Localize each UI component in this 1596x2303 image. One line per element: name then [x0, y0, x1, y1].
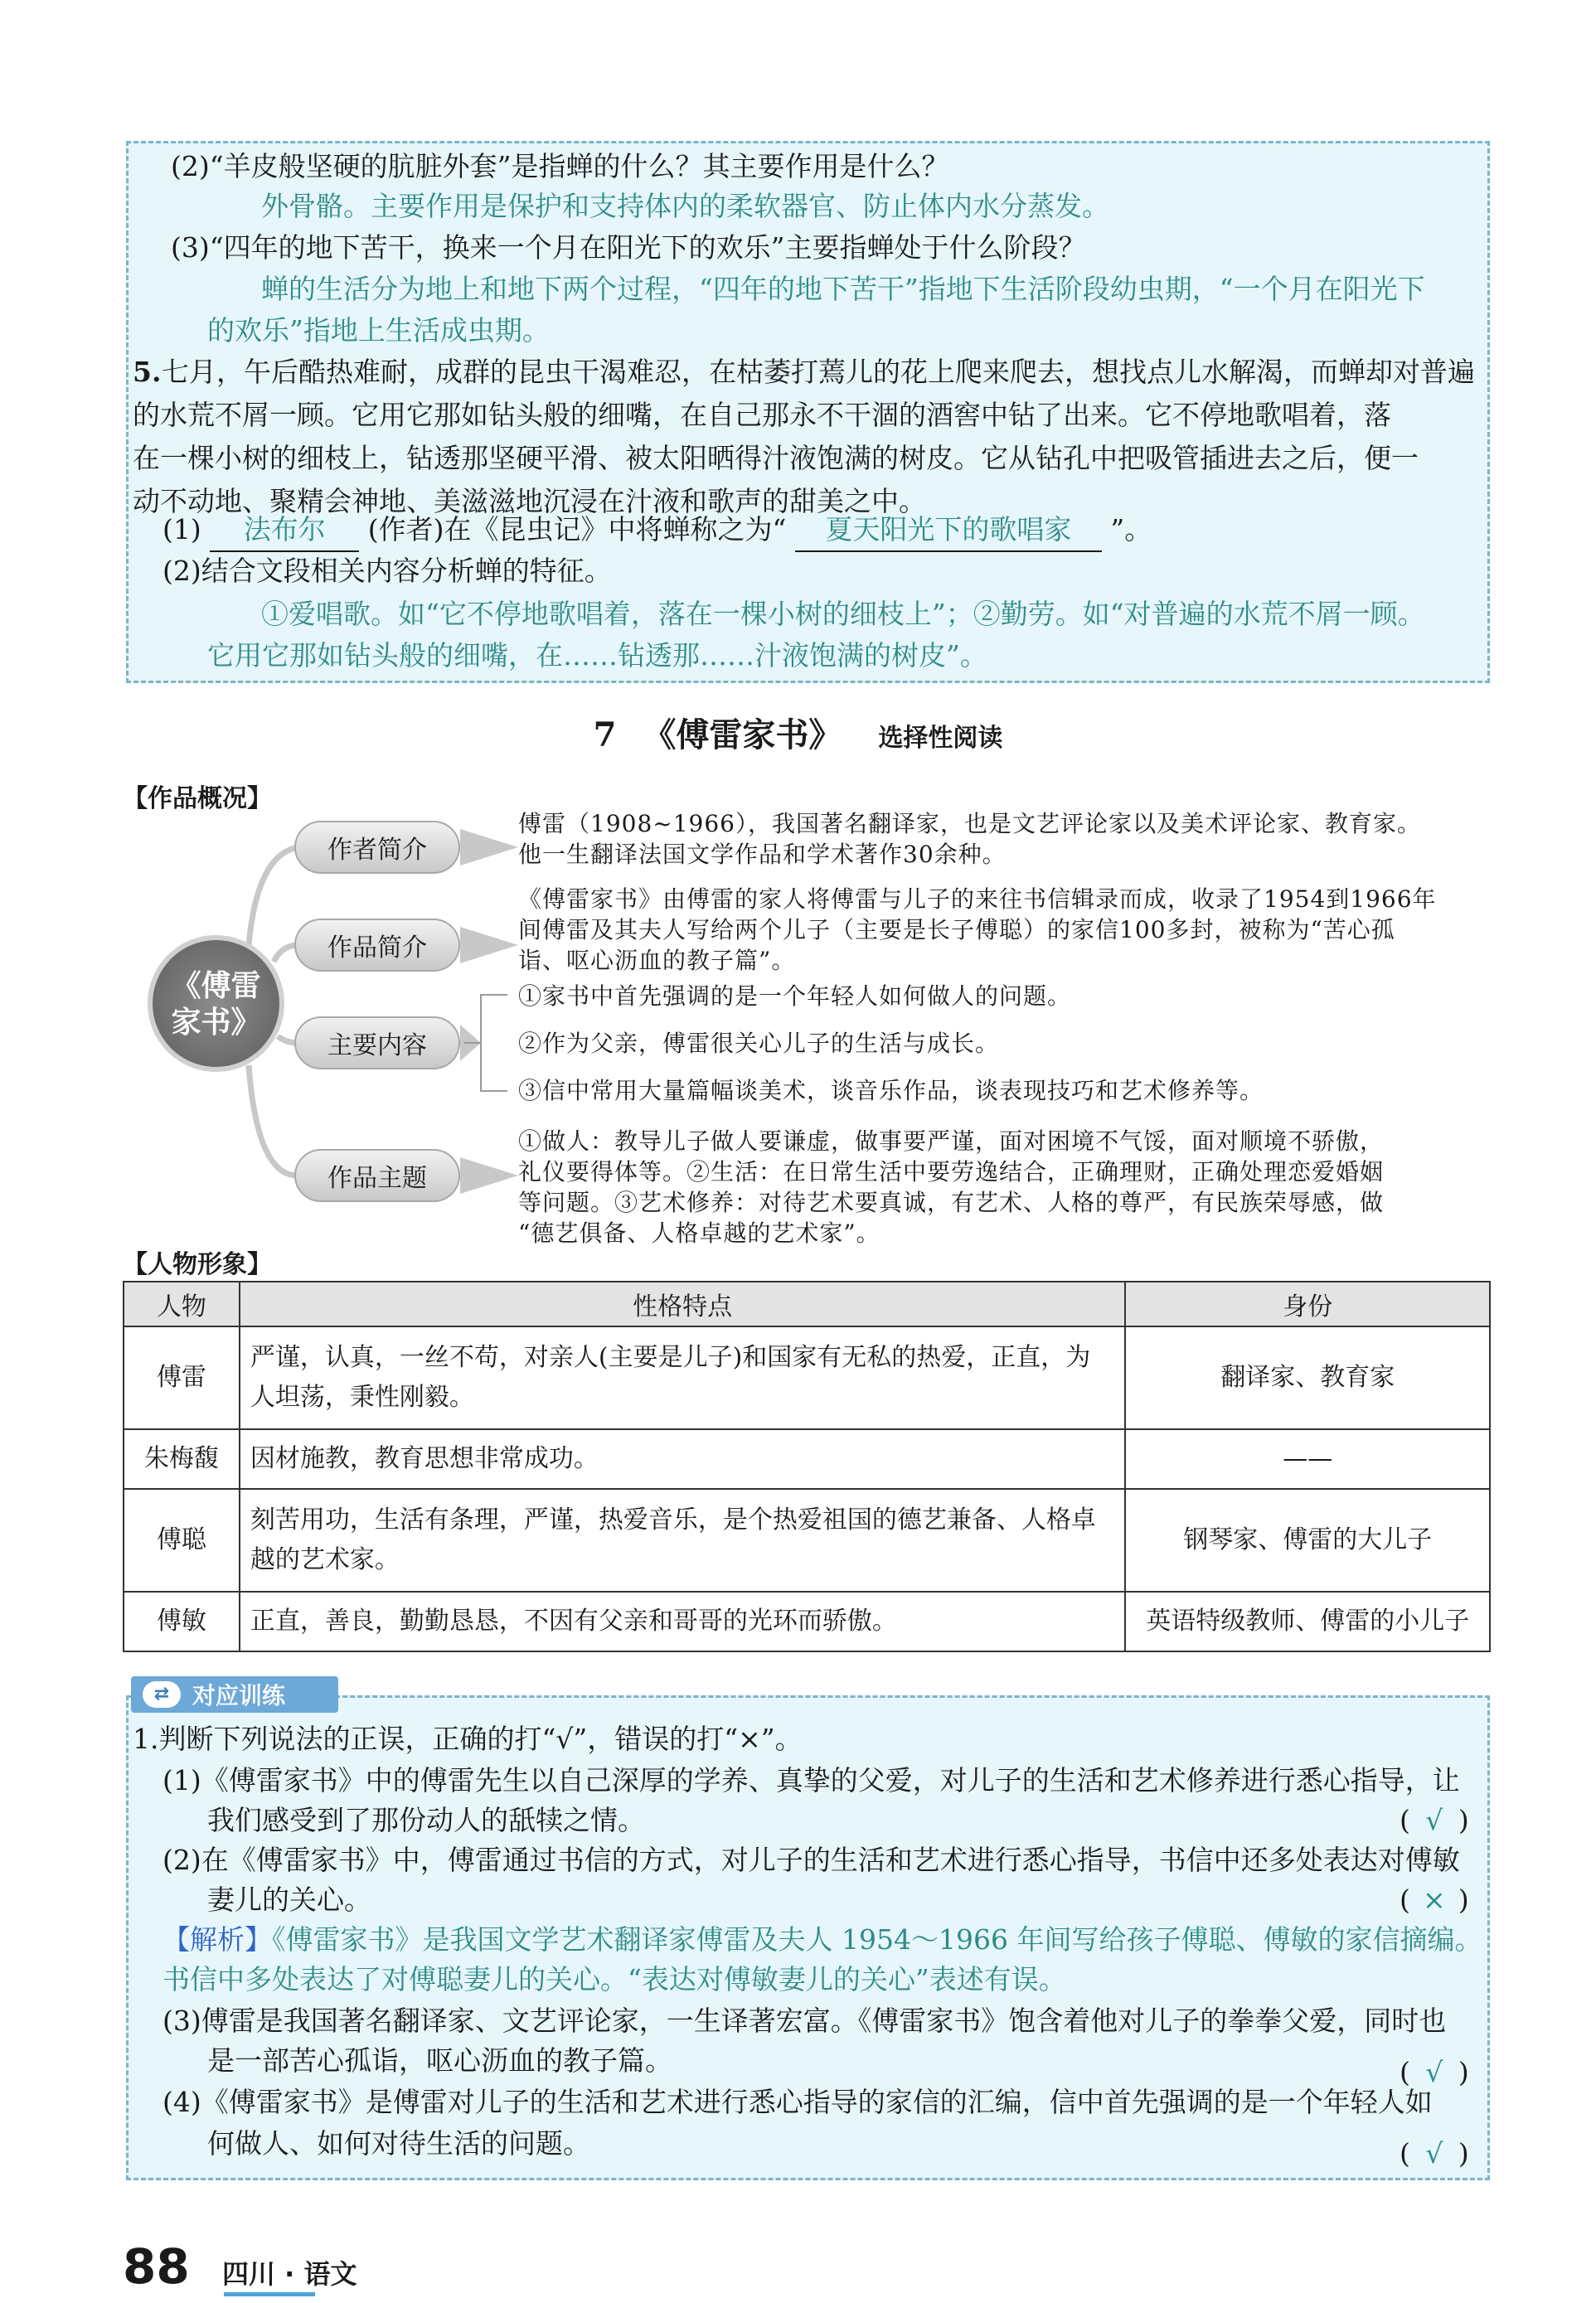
item-4-answer: ( √ ) — [1400, 2133, 1469, 2175]
arrow-1 — [460, 829, 518, 865]
character-identity: 翻译家、教育家 — [1125, 1326, 1490, 1429]
item-2-line-2: 妻儿的关心。 — [207, 1884, 371, 1916]
book-title-badge — [148, 935, 284, 1072]
answer-3-line-2: 的欢乐”指地上生活成虫期。 — [207, 314, 550, 347]
character-traits: 正直，善良，勤勤恳恳，不因有父亲和哥哥的光环而骄傲。 — [240, 1592, 1126, 1651]
author-intro-line-2: 他一生翻译法国文学作品和学术著作30余种。 — [518, 841, 1007, 868]
table-row — [124, 1489, 1490, 1592]
badge-line-2: 家书》 — [171, 1004, 261, 1040]
analysis-text-1: 《傅雷家书》是我国文学艺术翻译家傅雷及夫人 1954～1966 年间写给孩子傅聪、傅敏的家信摘编。 — [272, 1923, 1482, 1956]
analysis-tag: 【解析】 — [163, 1923, 272, 1956]
answer-2: 外骨骼。主要作用是保护和支持体内的柔软器官、防止体内水分蒸发。 — [261, 190, 1109, 222]
question-5-line-4: 动不动地、聚精会神地、美滋滋地沉浸在汁液和歌声的甜美之中。 — [133, 485, 926, 517]
table-header-row — [124, 1282, 1490, 1326]
item-2-mark: × — [1423, 1884, 1446, 1916]
training-tag — [131, 1676, 338, 1713]
item-2-line-1: (2)在《傅雷家书》中，傅雷通过书信的方式，对儿子的生活和艺术进行悉心指导，书信中还多处表达对傅敏 — [163, 1844, 1460, 1876]
section-number: 7 — [593, 715, 617, 754]
character-traits: 刻苦用功，生活有条理，严谨，热爱音乐，是个热爱祖国的德艺兼备、人格卓越的艺术家。 — [240, 1489, 1126, 1592]
item-3-line-2: 是一部苦心孤诣，呕心沥血的教子篇。 — [207, 2044, 672, 2077]
work-intro-line-3: 诣、呕心沥血的教子篇”。 — [518, 947, 796, 974]
section-book-title: 《傅雷家书》 — [643, 715, 842, 754]
question-5-line-2: 的水荒不屑一顾。它用它那如钻头般的细嘴，在自己那永不干涸的酒窖中钻了出来。它不停地歌唱着，落 — [133, 399, 1391, 431]
refresh-arrows-icon: ⇄ — [143, 1681, 181, 1708]
character-name: 傅敏 — [124, 1592, 240, 1651]
table-row — [124, 1592, 1490, 1651]
branch-main-content: 主要内容 — [294, 1016, 460, 1069]
item-4-line-2: 何做人、如何对待生活的问题。 — [207, 2127, 590, 2160]
content-bracket — [464, 995, 507, 1091]
question-3: (3)“四年的地下苦干，换来一个月在阳光下的欢乐”主要指蝉处于什么阶段？ — [171, 231, 1086, 264]
theme-line-1: ①做人：教导儿子做人要谦虚，做事要严谨，面对困境不气馁，面对顺境不骄傲， — [518, 1127, 1385, 1155]
branch-work-intro: 作品简介 — [294, 919, 460, 972]
question-5-line-1: 七月，午后酷热难耐，成群的昆虫干渴难忍，在枯萎打蔫儿的花上爬来爬去，想找点儿水解渴，而蝉却对普遍 — [162, 356, 1475, 388]
item-1-line-2: 我们感受到了那份动人的舐犊之情。 — [207, 1804, 645, 1836]
character-traits: 因材施教，教育思想非常成功。 — [240, 1429, 1126, 1489]
item-1-line-1: (1)《傅雷家书》中的傅雷先生以自己深厚的学养、真挚的父爱，对儿子的生活和艺术修养进行悉心指导，让 — [163, 1764, 1460, 1796]
characters-heading: 【人物形象】 — [123, 1250, 272, 1279]
character-name: 傅聪 — [124, 1489, 240, 1592]
arrow-4 — [460, 1157, 518, 1194]
branch-curve-1 — [249, 847, 298, 945]
branch-author-intro: 作者简介 — [294, 821, 460, 874]
q5-1-end: ”。 — [1110, 513, 1152, 545]
arrow-2 — [460, 927, 518, 963]
item-4-mark: √ — [1425, 2137, 1443, 2170]
footer-label: 四川 · 语文 — [222, 2258, 357, 2290]
item-3-answer: ( √ ) — [1400, 2052, 1469, 2093]
main-content-line-1: ①家书中首先强调的是一个年轻人如何做人的问题。 — [518, 982, 1072, 1010]
section-subtitle: 选择性阅读 — [878, 724, 1003, 753]
item-2-answer: ( × ) — [1400, 1879, 1469, 1921]
overview-heading: 【作品概况】 — [123, 784, 272, 813]
branch-curve-4 — [249, 1065, 298, 1176]
question-5-line-3: 在一棵小树的细枝上，钻透那坚硬平滑、被太阳晒得汁液饱满的树皮。它从钻孔中把吸管插进去之后，便一 — [133, 442, 1419, 474]
character-name: 傅雷 — [124, 1326, 240, 1429]
theme-line-3: 等问题。③艺术修养：对待艺术要真诚，有艺术、人格的尊严，有民族荣辱感，做 — [518, 1189, 1385, 1216]
theme-line-4: “德艺俱备、人格卓越的艺术家”。 — [518, 1219, 880, 1247]
training-tag-label: 对应训练 — [192, 1682, 286, 1709]
header-name: 人物 — [124, 1282, 240, 1326]
item-1-mark: √ — [1425, 1804, 1443, 1836]
question-2: (2)“羊皮般坚硬的肮脏外套”是指蝉的什么？其主要作用是什么？ — [171, 150, 949, 182]
analysis-line-1 — [163, 1919, 1482, 1961]
q5-1-prefix: (1) — [163, 513, 201, 545]
analysis-line-2: 书信中多处表达了对傅聪妻儿的关心。“表达对傅敏妻儿的关心”表述有误。 — [163, 1963, 1066, 1995]
item-1-answer: ( √ ) — [1400, 1800, 1469, 1841]
q5-1-middle: (作者)在《昆虫记》中将蝉称之为“ — [367, 513, 787, 545]
answer-5-2-line-2: 它用它那如钻头般的细嘴，在……钻透那……汁液饱满的树皮”。 — [207, 639, 987, 672]
item-3-line-1: (3)傅雷是我国著名翻译家、文艺评论家，一生译著宏富。《傅雷家书》饱含着他对儿子的拳拳父爱，同时也 — [163, 2005, 1447, 2037]
main-content-line-3: ③信中常用大量篇幅谈美术，谈音乐作品，谈表现技巧和艺术修养等。 — [518, 1077, 1264, 1104]
page-number: 88 — [123, 2238, 190, 2295]
character-identity: —— — [1125, 1429, 1490, 1489]
characters-table — [123, 1281, 1491, 1652]
author-answer-blank: 法布尔 — [210, 509, 359, 552]
badge-line-1: 《傅雷 — [171, 967, 261, 1003]
answer-3-line-1: 蝉的生活分为地上和地下两个过程，“四年的地下苦干”指地下生活阶段幼虫期，“一个月在阳光下 — [261, 273, 1425, 305]
character-identity: 英语特级教师、傅雷的小儿子 — [1125, 1592, 1490, 1651]
work-intro-line-1: 《傅雷家书》由傅雷的家人将傅雷与儿子的来往书信辑录而成，收录了1954到1966年 — [518, 885, 1437, 913]
main-content-line-2: ②作为父亲，傅雷很关心儿子的生活与成长。 — [518, 1030, 1000, 1057]
header-identity: 身份 — [1125, 1282, 1490, 1326]
table-row — [124, 1429, 1490, 1489]
theme-line-2: 礼仪要得体等。②生活：在日常生活中要劳逸结合，正确理财，正确处理恋爱婚姻 — [518, 1158, 1385, 1185]
question-5-2: (2)结合文段相关内容分析蝉的特征。 — [163, 555, 612, 587]
training-question-1: 1.判断下列说法的正误，正确的打“√”，错误的打“×”。 — [133, 1723, 803, 1755]
item-3-mark: √ — [1425, 2056, 1443, 2088]
character-traits: 严谨，认真，一丝不苟，对亲人(主要是儿子)和国家有无私的热爱，正直，为人坦荡，秉性刚毅。 — [240, 1326, 1126, 1429]
author-intro-line-1: 傅雷（1908~1966），我国著名翻译家，也是文艺评论家以及美术评论家、教育家。 — [518, 810, 1421, 837]
footer-accent-bar — [224, 2292, 315, 2296]
branch-theme: 作品主题 — [294, 1149, 460, 1202]
title-answer-blank: 夏天阳光下的歌唱家 — [795, 509, 1102, 552]
question-5-number: 5. — [133, 356, 162, 388]
work-intro-line-2: 间傅雷及其夫人写给两个儿子（主要是长子傅聪）的家信100多封，被称为“苦心孤 — [518, 916, 1395, 943]
table-row — [124, 1326, 1490, 1429]
item-4-line-1: (4)《傅雷家书》是傅雷对儿子的生活和艺术进行悉心指导的家信的汇编，信中首先强调的是一个年轻人如 — [163, 2086, 1433, 2118]
character-identity: 钢琴家、傅雷的大儿子 — [1125, 1489, 1490, 1592]
answer-5-2-line-1: ①爱唱歌。如“它不停地歌唱着，落在一棵小树的细枝上”；②勤劳。如“对普遍的水荒不屑一顾。 — [261, 598, 1425, 630]
header-traits: 性格特点 — [240, 1282, 1126, 1326]
character-name: 朱梅馥 — [124, 1429, 240, 1489]
